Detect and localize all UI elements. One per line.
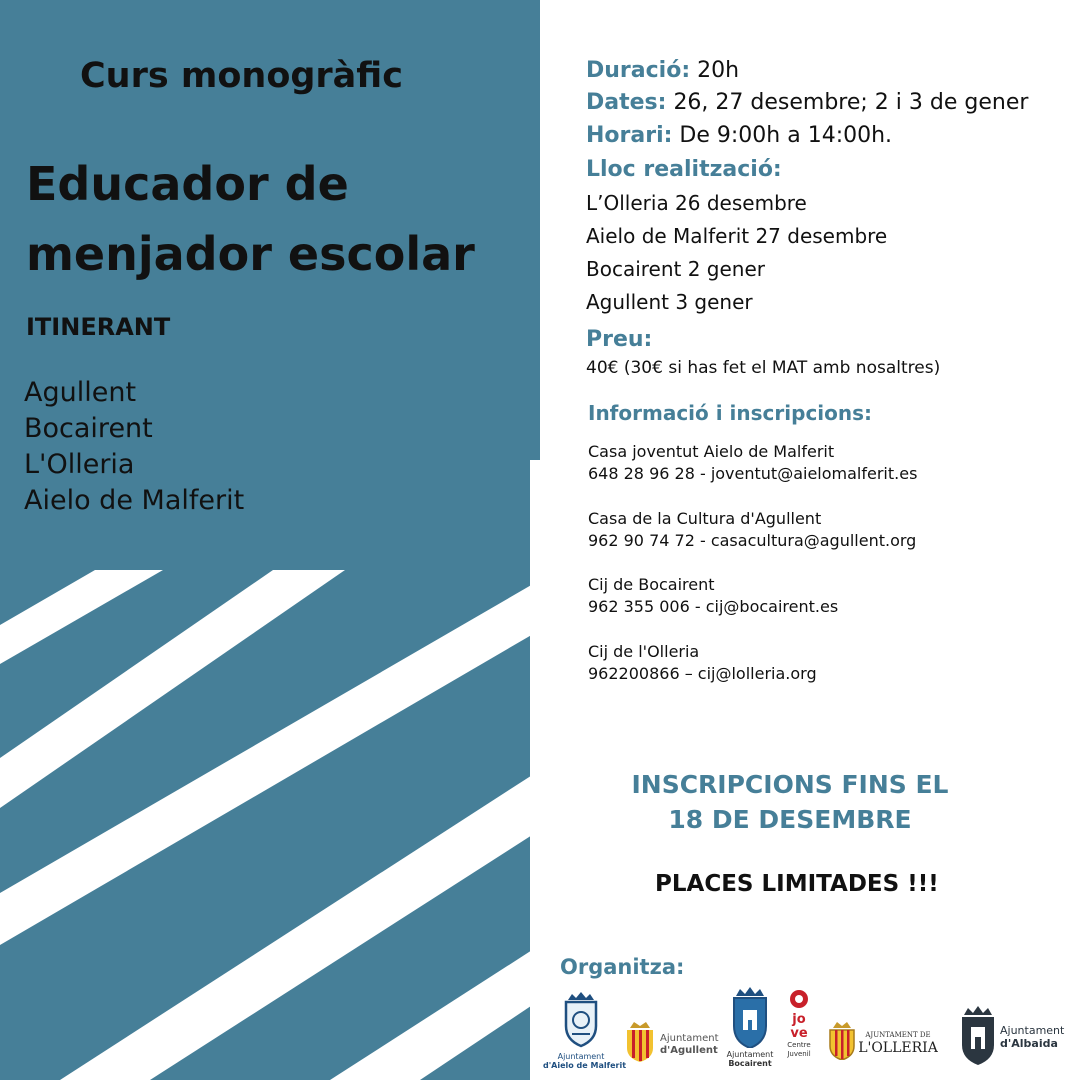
organizer-label: Organitza: [560,955,685,979]
agullent-logo [624,1022,656,1062]
albaida-caption-1: Ajuntament [1000,1024,1065,1037]
aielo-logo [562,990,600,1048]
course-type: Curs monogràfic [80,56,403,96]
jove-caption-2: ve [790,1026,808,1041]
location-item: Bocairent 2 gener [586,257,766,281]
agullent-caption-2: d'Agullent [660,1045,718,1056]
aielo-caption-2: d'Aielo de Malferit [543,1061,627,1070]
schedule-label: Horari: [586,123,673,148]
duration-row [586,58,739,83]
price-label: Preu: [586,327,653,352]
albaida-logo [958,1005,998,1065]
olleria-caption-1: AJUNTAMENT DE [865,1031,931,1039]
location-item: Agullent 3 gener [586,290,753,314]
olleria-logo [828,1022,856,1060]
dates-value: 26, 27 desembre; 2 i 3 de gener [673,90,1029,115]
itinerant-label: ITINERANT [26,313,171,341]
bocairent-caption-1: Ajuntament [726,1050,774,1059]
contact-name: Casa joventut Aielo de Malferit [588,442,835,461]
bocairent-logo [730,986,770,1048]
town-item: Aielo de Malferit [24,485,245,516]
contact-line: 962200866 – cij@lolleria.org [588,664,817,683]
duration-label: Duració: [586,58,691,83]
deadline-line2: 18 DE DESEMBRE [668,805,912,834]
location-item: Aielo de Malferit 27 desembre [586,224,888,248]
contact-name: Casa de la Cultura d'Agullent [588,509,822,528]
contact-line: 962 90 74 72 - casacultura@agullent.org [588,531,917,550]
schedule-value: De 9:00h a 14:00h. [679,123,893,148]
info-heading: Informació i inscripcions: [588,401,873,425]
schedule-row [586,123,892,148]
contact-line: 648 28 96 28 - joventut@aielomalferit.es [588,464,918,483]
dates-row [586,90,1028,115]
bocairent-caption-2: Bocairent [728,1059,772,1068]
town-item: Agullent [24,377,137,408]
course-title-line2: menjador escolar [26,227,475,281]
olleria-caption-2: L'OLLERIA [858,1040,938,1056]
town-item: Bocairent [24,413,153,444]
location-item: L’Olleria 26 desembre [586,191,807,215]
price-value: 40€ (30€ si has fet el MAT amb nosaltres) [586,358,941,378]
contact-line: 962 355 006 - cij@bocairent.es [588,597,839,616]
places-limited: PLACES LIMITADES !!! [655,871,939,897]
deadline-line1: INSCRIPCIONS FINS EL [631,770,949,799]
location-label: Lloc realització: [586,157,782,182]
course-title-line1: Educador de [26,157,349,211]
duration-value: 20h [697,58,740,83]
jove-caption-3: Centre [787,1041,811,1049]
jove-caption-1: jo [792,1012,806,1027]
agullent-caption-1: Ajuntament [660,1033,719,1044]
town-item: L'Olleria [24,449,135,480]
contact-name: Cij de l'Olleria [588,642,700,661]
jove-caption-4: Juvenil [787,1050,811,1058]
albaida-caption-2: d'Albaida [1000,1037,1058,1050]
aielo-caption-1: Ajuntament [557,1052,605,1061]
dates-label: Dates: [586,90,667,115]
contact-name: Cij de Bocairent [588,575,715,594]
jove-logo [789,989,809,1009]
